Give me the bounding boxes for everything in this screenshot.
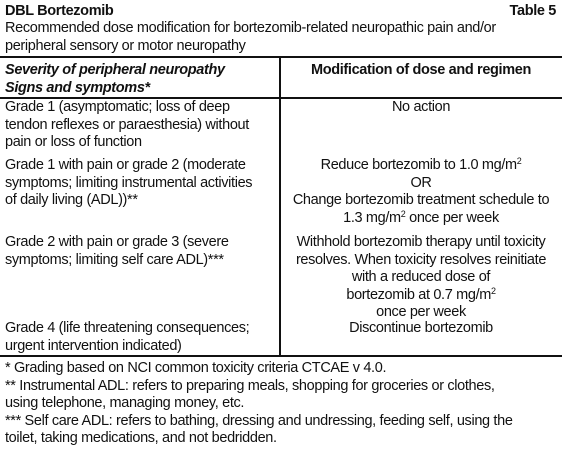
table-top-rule	[0, 56, 562, 58]
superscript: 2	[400, 208, 406, 219]
dose-text: once per week	[405, 209, 499, 226]
severity-cell-grade4	[5, 320, 277, 355]
column-header-severity	[5, 62, 275, 97]
cell-line: Change bortezomib treatment schedule to	[292, 192, 550, 208]
cell-line: Withhold bortezomib therapy until toxicity	[296, 234, 546, 250]
caption-line: peripheral sensory or motor neuropathy	[5, 37, 246, 54]
superscript: 2	[490, 285, 496, 296]
cell-line: symptoms; limiting instrumental activities	[5, 174, 253, 191]
severity-cell-grade2	[5, 157, 277, 210]
dose-text: bortezomib at 0.7 mg/m	[346, 286, 491, 303]
footnote-line: using telephone, managing money, etc.	[5, 395, 245, 411]
column-header-line: Severity of peripheral neuropathy	[5, 62, 225, 78]
cell-line: Grade 1 (asymptomatic; loss of deep	[5, 99, 230, 115]
cell-line: pain or loss of function	[5, 134, 142, 150]
table-bottom-rule	[0, 355, 562, 357]
cell-line	[284, 157, 558, 175]
footnote-line: *** Self care ADL: refers to bathing, dressing and undressing, feeding self, using the	[5, 412, 513, 429]
footnote-line: toilet, taking medications, and not bedridden.	[5, 430, 277, 446]
cell-line: with a reduced dose of	[351, 269, 491, 285]
cell-line: Grade 4 (life threatening consequences;	[5, 320, 250, 336]
cell-line: symptoms; limiting self care ADL)***	[5, 251, 224, 268]
column-header-line: Modification of dose and regimen	[310, 62, 531, 78]
modification-cell-grade3	[284, 234, 558, 322]
column-header-modification	[284, 62, 558, 80]
cell-line: once per week	[376, 304, 466, 320]
footnote-line: * Grading based on NCI common toxicity criteria CTCAE v 4.0.	[5, 360, 387, 376]
modification-cell-grade4	[284, 320, 558, 338]
dose-text: 1.3 mg/m	[343, 209, 401, 226]
table-caption	[5, 20, 557, 55]
cell-line: urgent intervention indicated)	[5, 337, 182, 354]
dose-text: Reduce bortezomib to 1.0 mg/m	[320, 157, 517, 173]
cell-line: tendon reflexes or paraesthesia) without	[5, 116, 249, 133]
severity-cell-grade1	[5, 99, 277, 152]
cell-line: resolves. When toxicity resolves reinitiate	[295, 251, 547, 268]
footnote-line: ** Instrumental ADL: refers to preparing meals, shopping for groceries or clothes,	[5, 377, 495, 394]
caption-line: Recommended dose modification for bortezomib-related neuropathic pain and/or	[5, 20, 496, 36]
cell-line: of daily living (ADL))**	[5, 192, 138, 208]
cell-line: No action	[391, 99, 451, 115]
table-number: Table 5	[509, 3, 556, 19]
column-header-line: Signs and symptoms*	[5, 79, 150, 96]
column-divider	[279, 58, 281, 356]
cell-line	[284, 287, 558, 305]
cell-line: Grade 2 with pain or grade 3 (severe	[5, 234, 229, 250]
superscript: 2	[516, 156, 522, 166]
modification-cell-grade2	[284, 157, 558, 227]
document-title: DBL Bortezomib	[5, 3, 114, 19]
modification-cell-grade1	[284, 99, 558, 117]
cell-line: OR	[410, 174, 432, 191]
cell-line	[284, 210, 558, 228]
header-bar	[0, 0, 562, 22]
footnotes	[5, 360, 557, 448]
cell-line: Discontinue bortezomib	[349, 320, 493, 336]
cell-line: Grade 1 with pain or grade 2 (moderate	[5, 157, 246, 173]
severity-cell-grade3	[5, 234, 277, 269]
